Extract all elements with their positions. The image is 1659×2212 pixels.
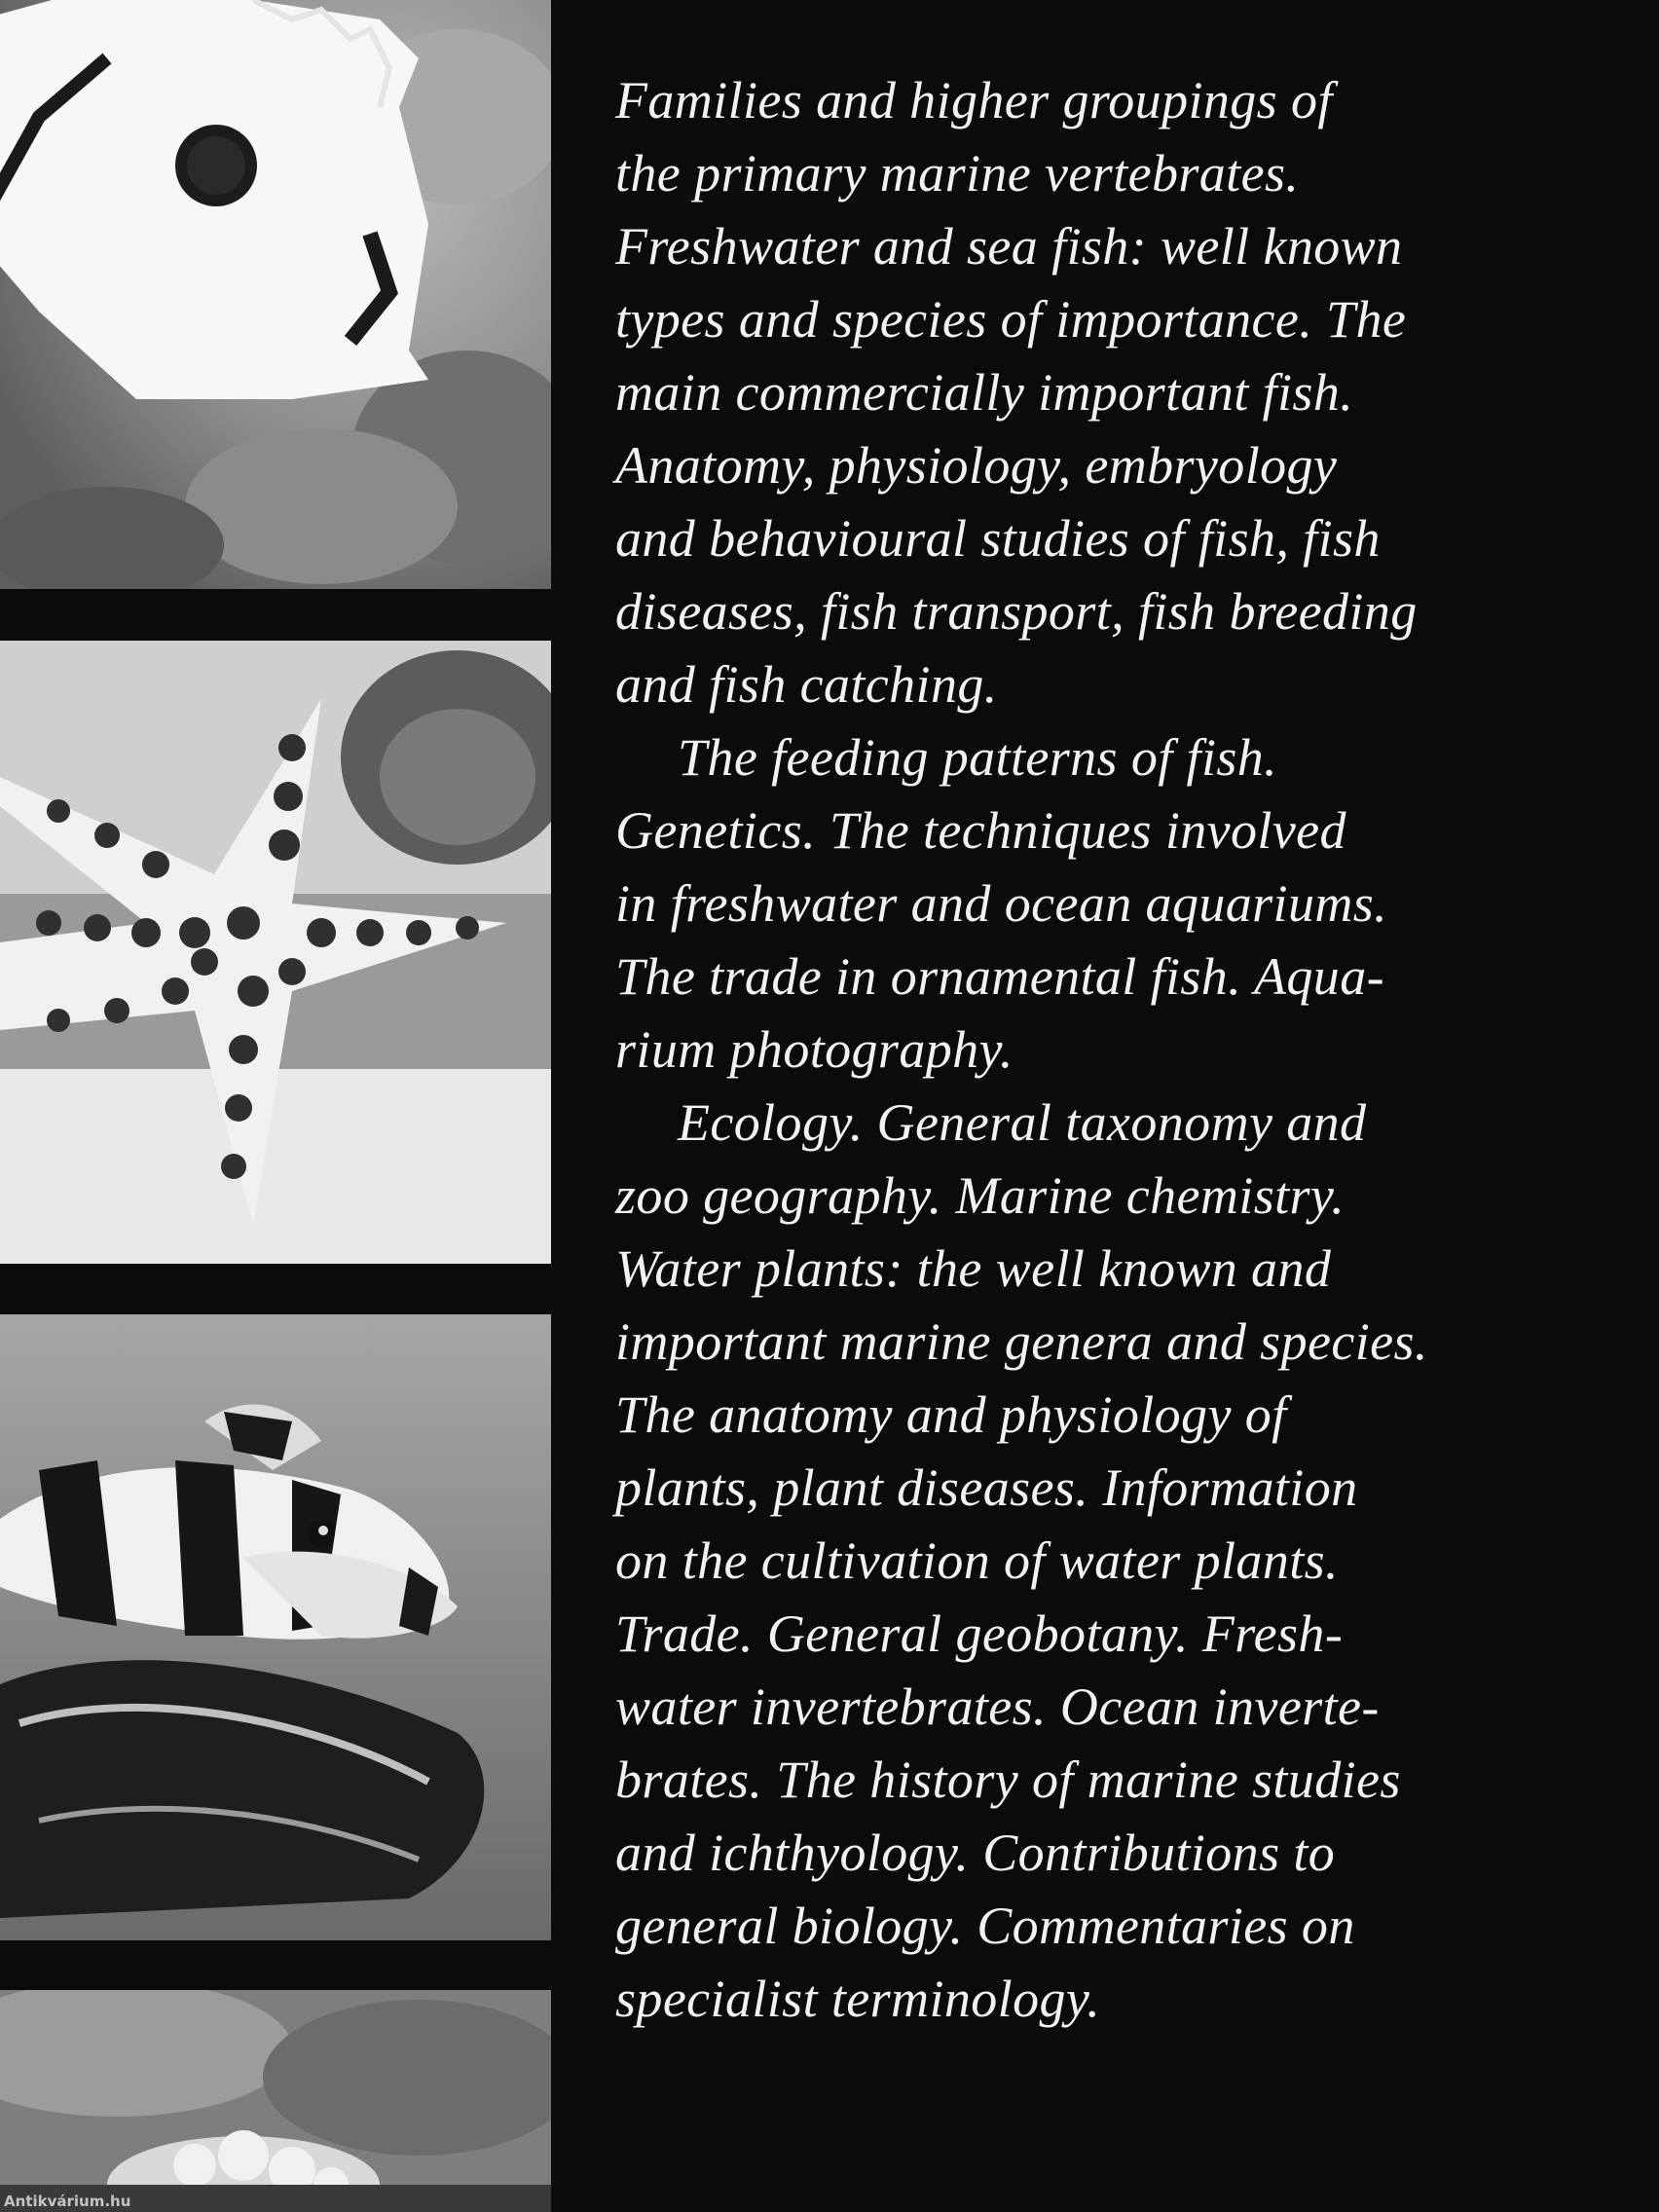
coral-photo	[0, 1990, 551, 2212]
description-paragraph: Families and higher groupings of the primary marine vertebrates. Freshwater and sea fish: well known types and species of importance. The main commercially important fish. Anatomy, physiology, embryology and behavioural studies of fish, fish diseases, fish transport, fish breeding and fish catching.	[615, 71, 1418, 714]
watermark: Antikvárium.hu	[4, 2193, 131, 2210]
clown-loach-photo	[0, 1314, 551, 1940]
description-paragraph: Ecology. General taxonomy and zoo geography. Marine chemistry. Water plants: the well known and important marine genera and species. The anatomy and physiology of plants, plant diseases. Information on the cultivation of water plants. Trade. General geobotany. Fresh- water invertebrates. Ocean inverte- brates. The history of marine studies and ichthyology. Contributions to general biology. Commentaries on specialist terminology.	[615, 1093, 1428, 2028]
cover-description	[615, 64, 1628, 2036]
starfish-photo	[0, 641, 551, 1264]
butterflyfish-photo	[0, 0, 551, 589]
description-paragraph: The feeding patterns of fish. Genetics. The techniques involved in freshwater and ocean aquariums. The trade in ornamental fish. Aqua- rium photography.	[615, 728, 1388, 1079]
